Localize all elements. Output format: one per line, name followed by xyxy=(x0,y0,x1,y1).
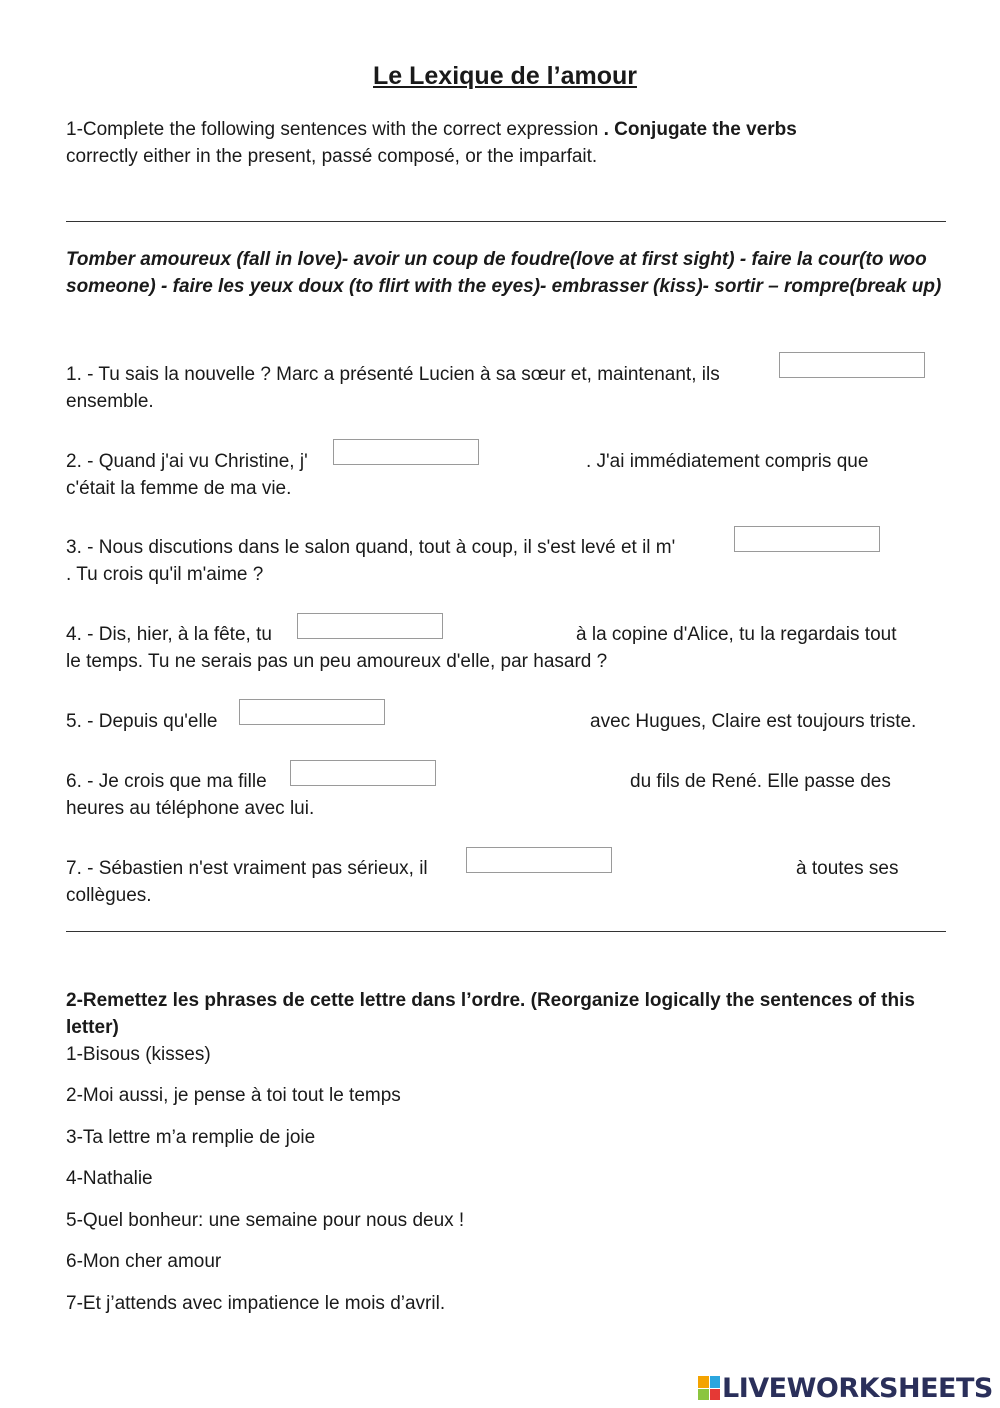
divider-top xyxy=(66,221,946,222)
sentence-7-after: à toutes ses xyxy=(796,858,899,879)
divider-bottom xyxy=(66,931,946,932)
logo-square xyxy=(710,1389,721,1401)
sentence-3: 3. - Nous discutions dans le salon quand, tout à coup, il s'est levé et il m' xyxy=(66,537,676,558)
logo-square xyxy=(698,1389,709,1401)
answer-3-input[interactable] xyxy=(734,526,880,552)
sentence-5: 5. - Depuis qu'elle xyxy=(66,711,218,732)
answer-7-input[interactable] xyxy=(466,847,612,873)
exercise2-instruction: 2-Remettez les phrases de cette lettre dans l’ordre. (Reorganize logically the sentences of this letter) xyxy=(66,990,915,1038)
sentence-2: 2. - Quand j'ai vu Christine, j' xyxy=(66,451,308,472)
page-title: Le Lexique de l’amour xyxy=(373,62,637,90)
letter-sentence-7: 7-Et j’attends avec impatience le mois d’avril. xyxy=(66,1293,446,1314)
instruction-text: 1-Complete the following sentences with the correct expression xyxy=(66,119,604,140)
sentence-6-after: du fils de René. Elle passe des xyxy=(630,771,891,792)
answer-5-input[interactable] xyxy=(239,699,385,725)
letter-sentence-1: 1-Bisous (kisses) xyxy=(66,1044,211,1065)
sentence-6-continuation: heures au téléphone avec lui. xyxy=(66,798,315,819)
instruction-text-continued: correctly either in the present, passé composé, or the imparfait. xyxy=(66,146,598,167)
liveworksheets-logo xyxy=(698,1372,993,1404)
logo-text: LIVEWORKSHEETS xyxy=(722,1372,993,1404)
liveworksheets-logo-icon xyxy=(698,1376,720,1400)
sentence-3-continuation: . Tu crois qu'il m'aime ? xyxy=(66,564,264,585)
sentence-6: 6. - Je crois que ma fille xyxy=(66,771,267,792)
sentence-7: 7. - Sébastien n'est vraiment pas sérieux, il xyxy=(66,858,428,879)
sentence-2-after: . J'ai immédiatement compris que xyxy=(586,451,869,472)
sentence-4: 4. - Dis, hier, à la fête, tu xyxy=(66,624,272,645)
sentence-1-text: 1. - Tu sais la nouvelle ? Marc a présenté Lucien à sa sœur et, maintenant, ils xyxy=(66,364,720,385)
letter-sentence-4: 4-Nathalie xyxy=(66,1168,153,1189)
sentence-4-continuation: le temps. Tu ne serais pas un peu amoureux d'elle, par hasard ? xyxy=(66,651,608,672)
instruction-bold-text: . Conjugate the verbs xyxy=(603,119,797,140)
answer-2-input[interactable] xyxy=(333,439,479,465)
sentence-1-continuation: ensemble. xyxy=(66,391,154,412)
sentence-5-after: avec Hugues, Claire est toujours triste. xyxy=(590,711,917,732)
letter-sentence-3: 3-Ta lettre m’a remplie de joie xyxy=(66,1127,316,1148)
answer-6-input[interactable] xyxy=(290,760,436,786)
sentence-4-after: à la copine d'Alice, tu la regardais tout xyxy=(576,624,897,645)
letter-sentence-6: 6-Mon cher amour xyxy=(66,1251,222,1272)
letter-sentence-5: 5-Quel bonheur: une semaine pour nous deux ! xyxy=(66,1210,465,1231)
letter-sentence-2: 2-Moi aussi, je pense à toi tout le temps xyxy=(66,1085,401,1106)
logo-square xyxy=(698,1376,709,1388)
sentence-1 xyxy=(66,361,720,388)
exercise1-instruction xyxy=(66,116,936,170)
answer-4-input[interactable] xyxy=(297,613,443,639)
answer-1-input[interactable] xyxy=(779,352,925,378)
word-bank: Tomber amoureux (fall in love)- avoir un coup de foudre(love at first sight) - faire la cour(to woo someone) - faire les yeux doux (to flirt with the eyes)- embrasser (kiss)- sortir – rompre(break up) xyxy=(66,249,942,297)
logo-square xyxy=(710,1376,721,1388)
sentence-7-continuation: collègues. xyxy=(66,885,152,906)
sentence-2-continuation: c'était la femme de ma vie. xyxy=(66,478,292,499)
